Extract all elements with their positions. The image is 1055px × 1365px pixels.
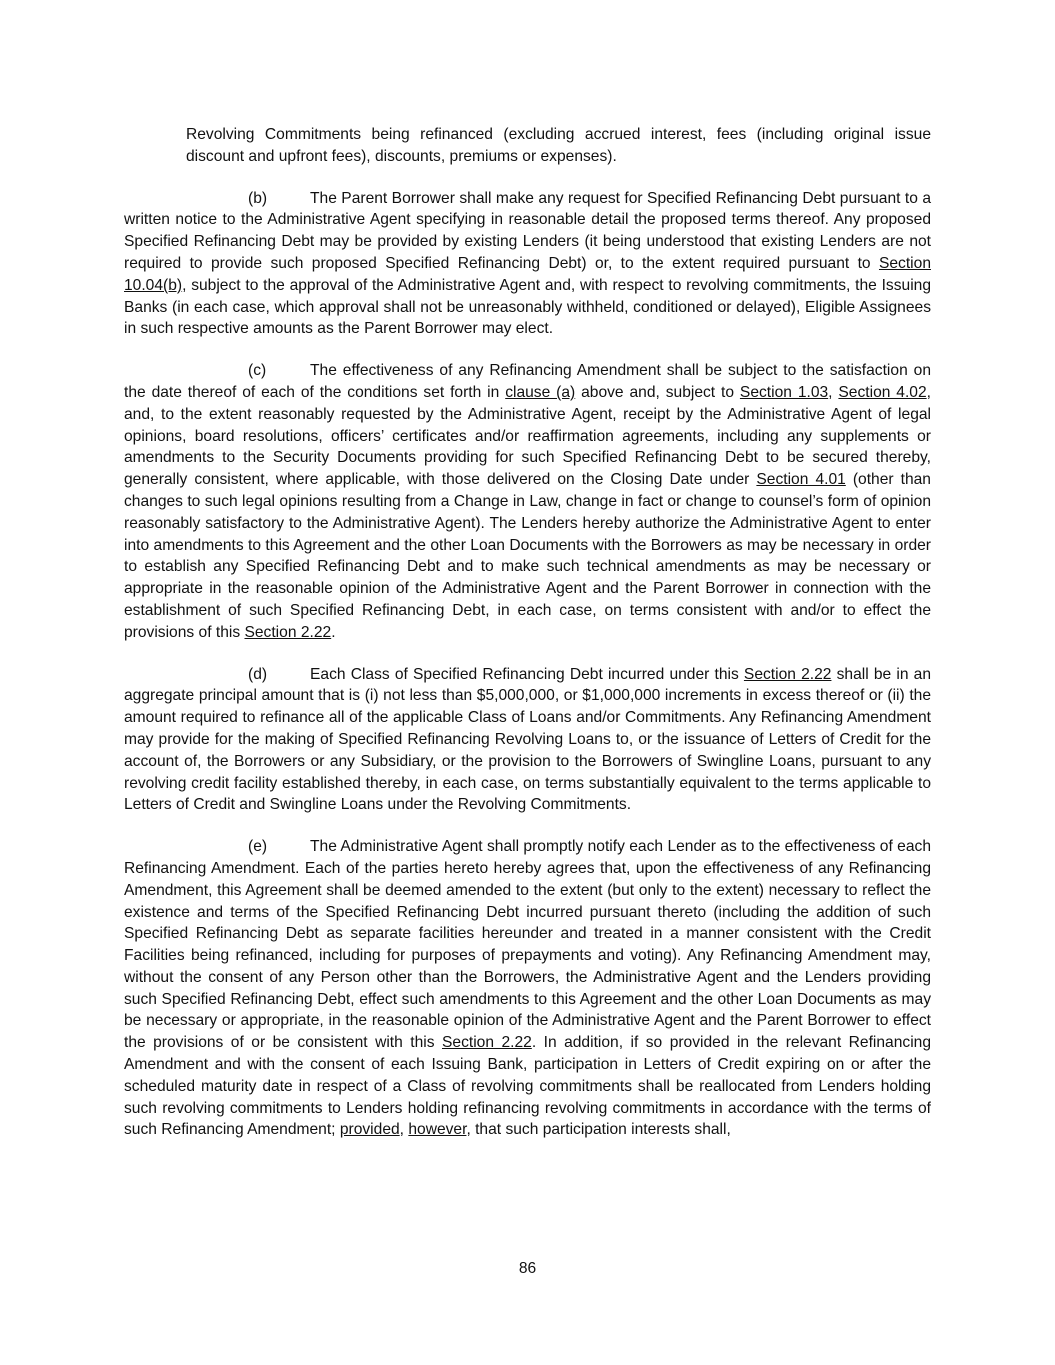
emphasized-term: however [408, 1121, 467, 1139]
document-page [124, 124, 931, 1161]
section-reference: Section 4.01 [756, 471, 846, 489]
paragraph-label: (d) [248, 665, 268, 683]
section-reference: Section 2.22 [442, 1034, 532, 1052]
para-c [124, 360, 931, 643]
paragraph-text: , and, to the extent reasonably requested by the Administrative Agent, receipt by the Administrative Agent of legal opinions, board resolutions, officers’ certificates and/or reaffirmation agreements, including any supplements or amendments to the Security Documents providing for such Specified Refinancing Debt to be secured thereby, generally consistent, where applicable, with those delivered on the Closing Date under [124, 383, 931, 489]
paragraph-text: (other than changes to such legal opinions resulting from a Change in Law, change in fact or change to counsel’s form of opinion reasonably satisfactory to the Administrative Agent). The Lenders hereby authorize the Administrative Agent to enter into amendments to this Agreement and the other Loan Documents with the Borrowers as may be necessary in order to establish any Specified Refinancing Debt and to make such technical amendments as may be necessary or appropriate in the reasonable opinion of the Administrative Agent and the Parent Borrower in connection with the establishment of such Specified Refinancing Debt, in each case, on terms consistent with and/or to effect the provisions of this [124, 471, 931, 641]
paragraph-text: , subject to the approval of the Administrative Agent and, with respect to revolving commitments, the Issuing Banks (in each case, which approval shall not be unreasonably withheld, conditioned or delayed), Eligible Assignees in such respective amounts as the Parent Borrower may elect. [124, 276, 931, 338]
section-reference: Section 10.04(b) [124, 254, 931, 294]
para-intro [186, 124, 931, 168]
paragraph-text: , that such participation interests shall, [466, 1121, 731, 1139]
para-e [124, 836, 931, 1141]
paragraph-text: . [331, 623, 336, 641]
section-reference: Section 2.22 [244, 623, 332, 641]
section-reference: Section 1.03 [739, 383, 829, 401]
paragraph-text: . In addition, if so provided in the relevant Refinancing Amendment and with the consent of each Issuing Bank, participation in Letters of Credit expiring on or after the scheduled maturity date in respect of a Class of revolving commitments shall be reallocated from Lenders holding such revolving commitments to Lenders holding refinancing revolving commitments in accordance with the terms of such Refinancing Amendment; [124, 1034, 931, 1139]
paragraph-text: Each Class of Specified Refinancing Debt incurred under this [310, 665, 744, 683]
paragraph-label: (e) [248, 838, 268, 856]
paragraph-text: The Administrative Agent shall promptly notify each Lender as to the effectiveness of each Refinancing Amendment. Each of the parties hereto hereby agrees that, upon the effectiveness of any Refinancing Amendment, this Agreement shall be deemed amended to the extent (but only to the extent) necessary to reflect the existence and terms of the Specified Refinancing Debt incurred pursuant thereto (including the addition of such Specified Refinancing Debt as separate facilities hereunder and treated in a manner consistent with the Credit Facilities being refinanced, including for purposes of prepayments and voting). Any Refinancing Amendment may, without the consent of any Person other than the Borrowers, the Administrative Agent and the Lenders providing such Specified Refinancing Debt, effect such amendments to this Agreement and the other Loan Documents as may be necessary or appropriate, in the reasonable opinion of the Administrative Agent and the Parent Borrower to effect the provisions of or be consistent with this [124, 838, 931, 1052]
section-reference: clause (a) [505, 383, 576, 401]
paragraph-text: , [399, 1121, 409, 1139]
page-number: 86 [518, 1260, 537, 1277]
paragraph-label: (c) [248, 362, 267, 380]
paragraph-text: Revolving Commitments being refinanced (excluding accrued interest, fees (including original issue discount and upfront fees), discounts, premiums or expenses). [186, 126, 931, 165]
para-b [124, 188, 931, 341]
paragraph-text: , [828, 383, 839, 401]
paragraph-label: (b) [248, 189, 268, 207]
para-d [124, 664, 931, 817]
paragraph-text: shall be in an aggregate principal amount that is (i) not less than $5,000,000, or $1,000,000 increments in excess thereof or (ii) the amount required to refinance all of the applicable Class of Loans and/or Commitments. Any Refinancing Amendment may provide for the making of Specified Refinancing Revolving Loans to, or the issuance of Letters of Credit for the account of, the Borrowers or any Subsidiary, or the provision to the Borrowers of Swingline Loans, pursuant to any revolving credit facility established thereby, in each case, on terms substantially equivalent to the terms applicable to Letters of Credit and Swingline Loans under the Revolving Commitments. [124, 665, 931, 814]
paragraph-text: above and, subject to [575, 383, 740, 401]
section-reference: Section 4.02 [838, 383, 927, 401]
emphasized-term: provided [339, 1121, 400, 1139]
paragraph-text: The Parent Borrower shall make any request for Specified Refinancing Debt pursuant to a written notice to the Administrative Agent specifying in reasonable detail the proposed terms thereof. Any proposed Specified Refinancing Debt may be provided by existing Lenders (it being understood that existing Lenders are not required to provide such proposed Specified Refinancing Debt) or, to the extent required pursuant to [124, 189, 931, 272]
section-reference: Section 2.22 [743, 665, 832, 683]
paragraph-text: The effectiveness of any Refinancing Amendment shall be subject to the satisfaction on the date thereof of each of the conditions set forth in [124, 362, 931, 401]
